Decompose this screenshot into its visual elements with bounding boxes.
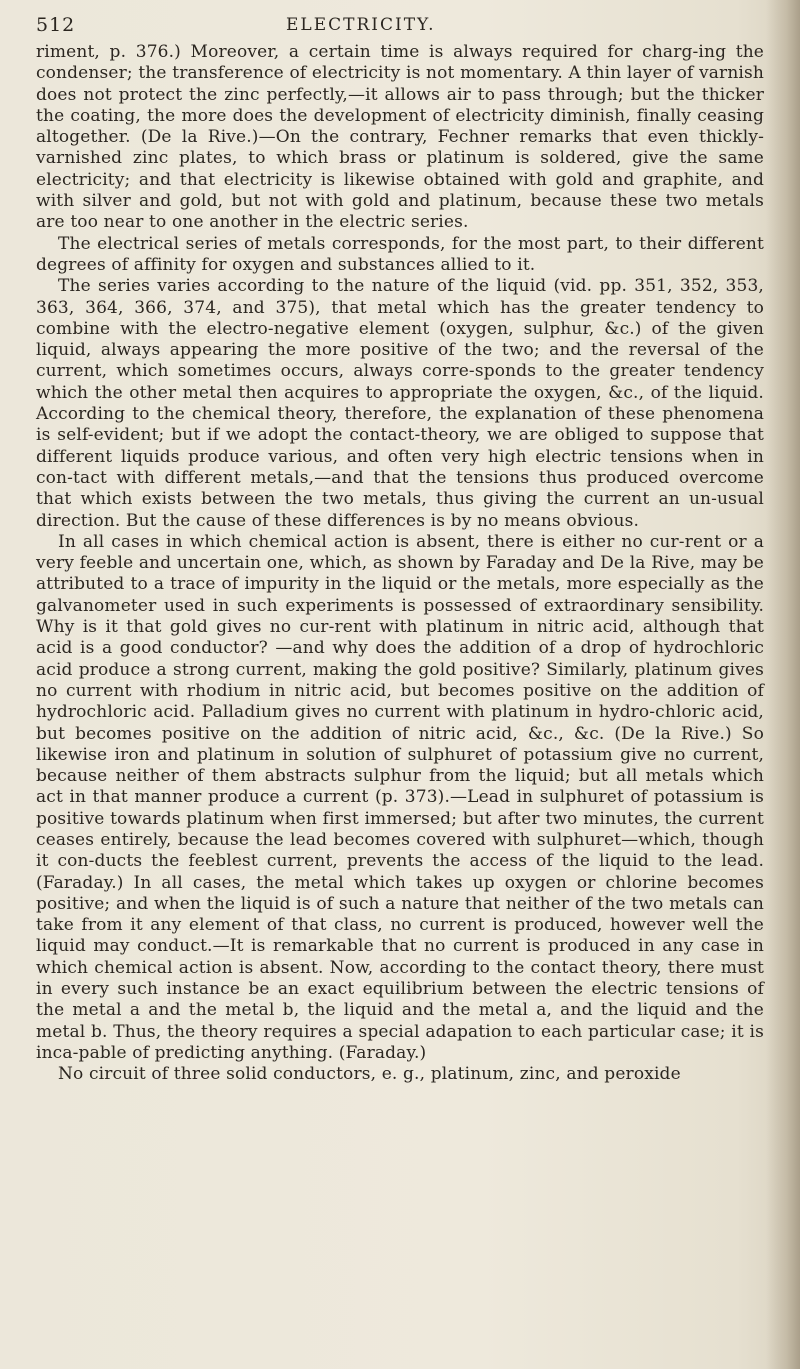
body-text — [36, 42, 764, 1086]
page-number: 512 — [36, 14, 76, 36]
paragraph-continuation: riment, p. 376.) Moreover, a certain time is always required for charg-ing the condenser; the transference of electricity is not momentary. A thin layer of varnish does not protect the zinc perfectly,—it allows air to pass through; but the thicker the coating, the more does the development of electricity diminish, finally ceasing altogether. (De la Rive.)—On the contrary, Fechner remarks that even thickly-varnished zinc plates, to which brass or platinum is soldered, give the same electricity; and that electricity is likewise obtained with gold and graphite, and with silver and gold, but not with gold and platinum, because these two metals are too near to one another in the electric series. — [36, 42, 764, 233]
paragraph-series-varies: The series varies according to the nature of the liquid (vid. pp. 351, 352, 353, 363, 364, 366, 374, and 375), that metal which has the greater tendency to combine with the electro-negative element (oxygen, sulphur, &c.) of the given liquid, always appearing the more positive of the two; and the reversal of the current, which sometimes occurs, always corre-sponds to the greater tendency which the other metal then acquires to appropriate the oxygen, &c., of the liquid. According to the chemical theory, therefore, the explanation of these phenomena is self-evident; but if we adopt the contact-theory, we are obliged to suppose that different liquids produce various, and often very high electric tensions when in con-tact with different metals,—and that the tensions thus produced overcome that which exists between the two metals, thus giving the current an un-usual direction. But the cause of these differences is by no means obvious. — [36, 276, 764, 531]
paragraph-electrical-series: The electrical series of metals corresponds, for the most part, to their different degrees of affinity for oxygen and substances allied to it. — [36, 233, 764, 275]
running-title: ELECTRICITY. — [286, 15, 436, 35]
page-edge-shadow — [766, 0, 800, 1369]
page-header — [36, 14, 756, 40]
paragraph-no-circuit: No circuit of three solid conductors, e. g., platinum, zinc, and peroxide — [58, 1064, 681, 1085]
paragraph-chemical-action-absent: In all cases in which chemical action is absent, there is either no cur-rent or a very feeble and uncertain one, which, as shown by Faraday and De la Rive, may be attributed to a trace of impurity in the liquid or the metals, more especially as the galvanometer used in such experiments is possessed of extraordinary sensibility. Why is it that gold gives no cur-rent with platinum in nitric acid, although that acid is a good conductor? —and why does the addition of a drop of hydrochloric acid produce a strong current, making the gold positive? Similarly, platinum gives no current with rhodium in nitric acid, but becomes positive on the addition of hydrochloric acid. Palladium gives no current with platinum in hydro-chloric acid, but becomes positive on the addition of nitric acid, &c., &c. (De la Rive.) So likewise iron and platinum in solution of sulphuret of potassium give no current, because neither of them abstracts sulphur from the liquid; but all metals which act in that manner produce a current (p. 373).—Lead in sulphuret of potassium is positive towards platinum when first immersed; but after two minutes, the current ceases entirely, because the lead becomes covered with sulphuret—which, though it con-ducts the feeblest current, prevents the access of the liquid to the lead. (Faraday.) In all cases, the metal which takes up oxygen or chlorine becomes positive; and when the liquid is of such a nature that neither of the two metals can take from it any element of that class, no current is produced, however well the liquid may conduct.—It is remarkable that no current is produced in any case in which chemical action is absent. Now, according to the contact theory, there must in every such instance be an exact equilibrium between the electric tensions of the metal a and the metal b, the liquid and the metal a, and the liquid and the metal b. Thus, the theory requires a special adapation to each particular case; it is inca-pable of predicting anything. (Faraday.) — [36, 531, 764, 1063]
